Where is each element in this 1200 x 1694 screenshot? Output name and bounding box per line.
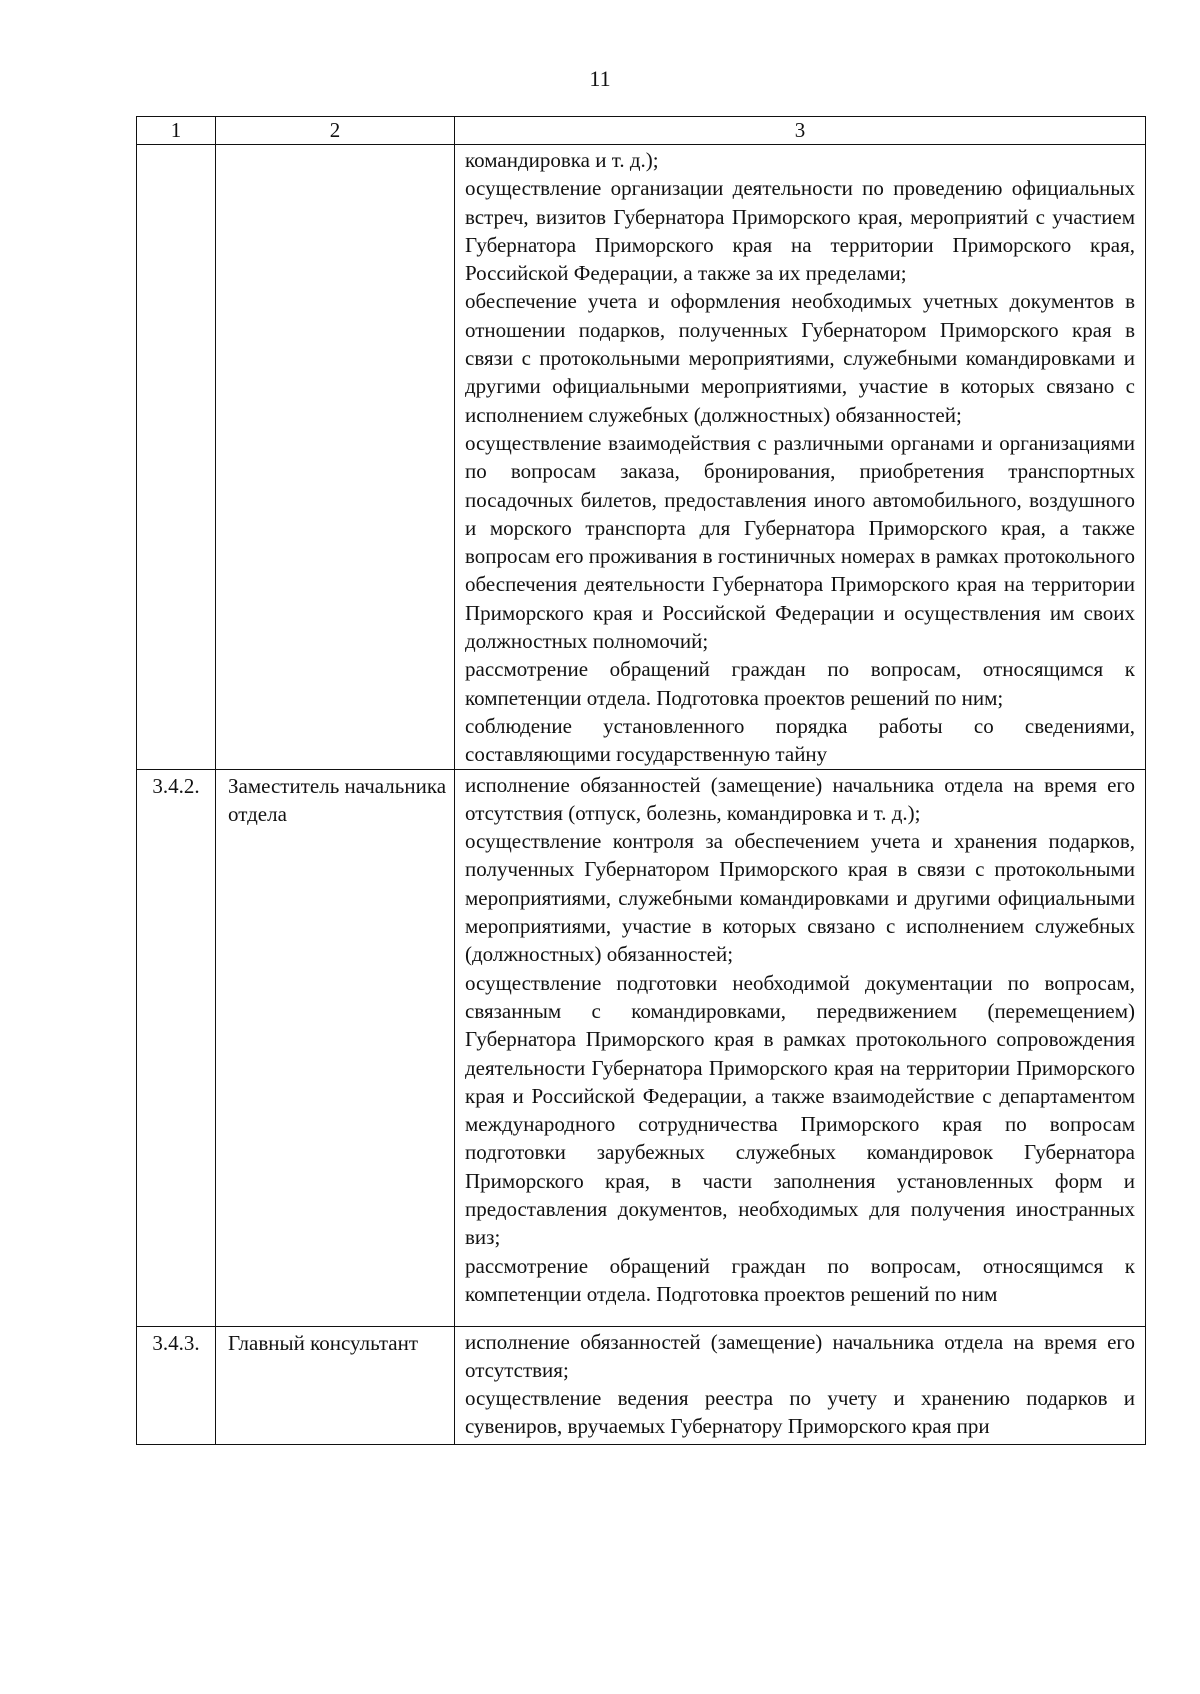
position-title: Заместитель начальника отдела [216, 769, 455, 1326]
duties-cell [455, 769, 1146, 1326]
position-title [216, 145, 455, 770]
duties-cell [455, 145, 1146, 770]
table-row [137, 1326, 1146, 1444]
duty-item: соблюдение установленного порядка работы со сведениями, составляющими государственную тайну [465, 713, 1135, 767]
page-number: 11 [589, 66, 611, 91]
table-row [137, 769, 1146, 1326]
duty-item: рассмотрение обращений граждан по вопросам, относящимся к компетенции отдела. Подготовка проектов решений по ним; [465, 657, 1135, 710]
duty-item: обеспечение учета и оформления необходимых учетных документов в отношении подарков, полученных Губернатором Приморского края в связи с протокольными мероприятиями, служебными командировками и другими официальными мероприятиями, участие в которых связано с исполнением служебных (должностных) обязанностей; [465, 289, 1135, 427]
duty-item: командировка и т. д.); [465, 148, 659, 172]
table-header-row [137, 117, 1146, 145]
row-number [137, 145, 216, 770]
position-title: Главный консультант [216, 1326, 455, 1444]
duty-item: осуществление организации деятельности по проведению официальных встреч, визитов Губернатора Приморского края, мероприятий с участием Губернатора Приморского края на территории Приморского края, Российской Федерации, а также за их пределами; [465, 176, 1135, 286]
column-header: 3 [455, 117, 1146, 145]
duty-item: осуществление ведения реестра по учету и хранению подарков и сувениров, вручаемых Губернатору Приморского края при [465, 1386, 1135, 1439]
duty-item: осуществление контроля за обеспечением учета и хранения подарков, полученных Губернатором Приморского края в связи с протокольными мероприятиями, служебными командировками и другими официальными мероприятиями, участие в которых связано с исполнением служебных (должностных) обязанностей; [465, 829, 1135, 967]
duty-item: осуществление взаимодействия с различными органами и организациями по вопросам заказа, бронирования, приобретения транспортных посадочных билетов, предоставления иного автомобильного, воздушного и морского транспорта для Губернатора Приморского края, а также вопросам его проживания в гостиничных номерах в рамках протокольного обеспечения деятельности Губернатора Приморского края на территории Приморского края и Российской Федерации и осуществления им своих должностных полномочий; [465, 430, 1135, 654]
duties-table [136, 116, 1146, 1445]
duty-item: осуществление подготовки необходимой документации по вопросам, связанным с командировками, передвижением (перемещением) Губернатора Приморского края в рамках протокольного сопровождения деятельности Губернатора Приморского края на территории Приморского края и Российской Федерации, а также взаимодействие с департаментом международного сотрудничества Приморского края по вопросам подготовки зарубежных служебных командировок Губернатора Приморского края, в части заполнения установленных форм и предоставления документов, необходимых для получения иностранных виз; [465, 970, 1135, 1250]
duty-item: рассмотрение обращений граждан по вопросам, относящимся к компетенции отдела. Подготовка проектов решений по ним [465, 1253, 1135, 1306]
duty-item: исполнение обязанностей (замещение) начальника отдела на время его отсутствия (отпуск, болезнь, командировка и т. д.); [465, 772, 1135, 825]
table-row [137, 145, 1146, 770]
row-number: 3.4.3. [137, 1326, 216, 1444]
duty-item: исполнение обязанностей (замещение) начальника отдела на время его отсутствия; [465, 1329, 1135, 1382]
column-header: 2 [216, 117, 455, 145]
row-number: 3.4.2. [137, 769, 216, 1326]
column-header: 1 [137, 117, 216, 145]
duties-cell [455, 1326, 1146, 1444]
